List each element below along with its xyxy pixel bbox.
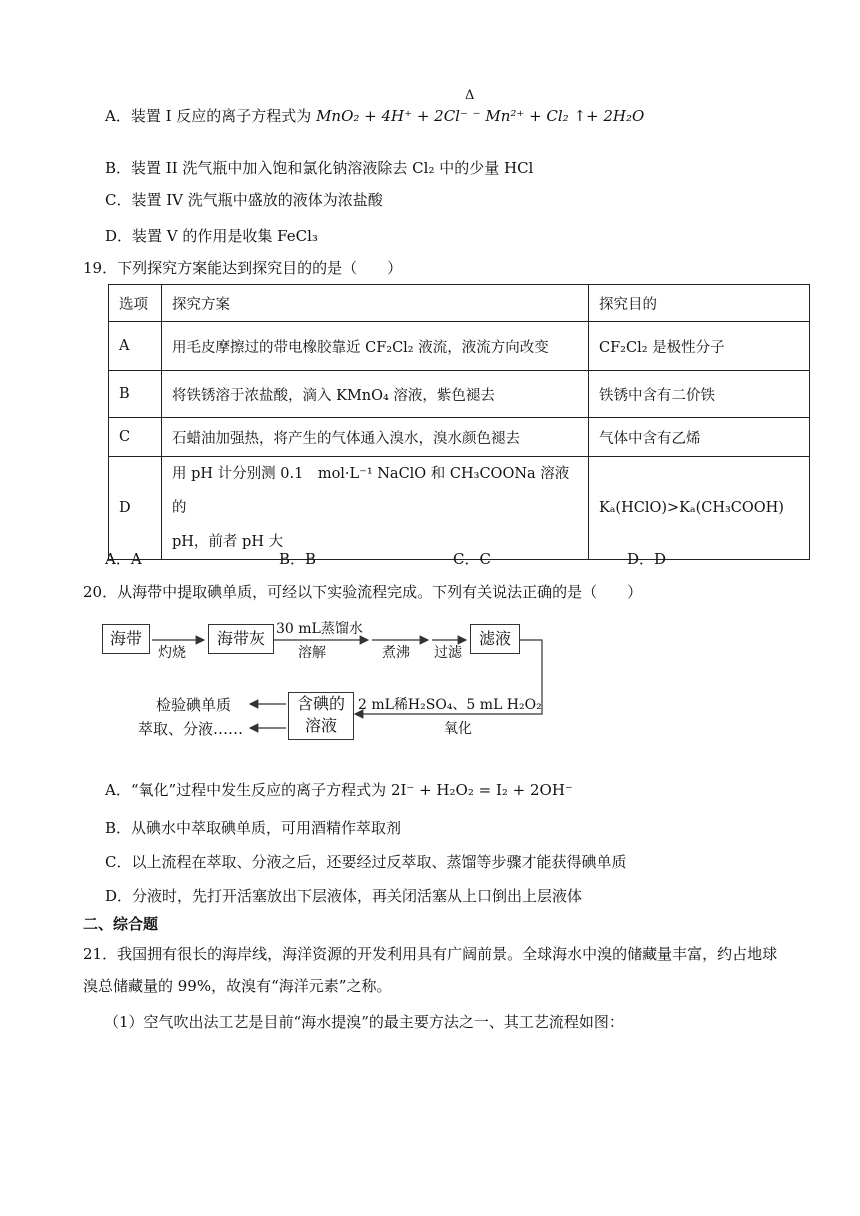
q18-option-c: C．装置 IV 洗气瓶中盛放的液体为浓盐酸	[105, 191, 383, 209]
flow-box-iodine-line1: 含碘的	[296, 694, 345, 713]
row-plan: 石蜡油加强热，将产生的气体通入溴水，溴水颜色褪去	[162, 418, 589, 457]
q20-option-c: C．以上流程在萃取、分液之后，还要经过反萃取、蒸馏等步骤才能获得碘单质	[105, 853, 627, 871]
row-plan: 用毛皮摩擦过的带电橡胶靠近 CF₂Cl₂ 液流，液流方向改变	[162, 322, 589, 371]
row-plan	[162, 457, 589, 560]
row-plan-line2: pH，前者 pH 大	[172, 534, 284, 550]
row-option: A	[109, 322, 162, 371]
q18-option-b: B．装置 II 洗气瓶中加入饱和氯化钠溶液除去 Cl₂ 中的少量 HCl	[105, 159, 534, 177]
out-extract: 萃取、分液……	[138, 720, 244, 738]
q19-table	[108, 284, 810, 560]
q19-choice-c: C．C	[453, 550, 491, 568]
q19-stem: 19．下列探究方案能达到探究目的的是（ ）	[83, 259, 403, 277]
q18-option-a	[105, 106, 644, 126]
q19-choice-d: D．D	[627, 550, 667, 568]
row-option: C	[109, 418, 162, 457]
header-plan: 探究方案	[162, 285, 589, 322]
label-boil: 煮沸	[382, 645, 410, 661]
table-row	[109, 418, 810, 457]
q18-option-a-text: A．装置 I 反应的离子方程式为	[105, 107, 317, 125]
flow-box-kelp-ash: 海带灰	[208, 624, 274, 654]
row-option: D	[109, 457, 162, 560]
table-row	[109, 322, 810, 371]
heat-symbol: Δ	[465, 88, 475, 103]
label-burn: 灼烧	[158, 645, 186, 661]
label-filter: 过滤	[434, 645, 462, 661]
row-plan-line1: 用 pH 计分别测 0.1 mol·L⁻¹ NaClO 和 CH₃COONa 溶液的	[172, 466, 570, 516]
flow-box-iodine-line2: 溶液	[304, 716, 337, 735]
row-goal: CF₂Cl₂ 是极性分子	[589, 322, 810, 371]
out-test-iodine: 检验碘单质	[156, 696, 232, 714]
label-reagent: 2 mL稀H₂SO₄、5 mL H₂O₂	[358, 697, 542, 713]
label-dissolve: 溶解	[298, 645, 326, 661]
header-goal: 探究目的	[589, 285, 810, 322]
q20-option-a: A．“氧化”过程中发生反应的离子方程式为 2I⁻ + H₂O₂ = I₂ + 2OH⁻	[105, 781, 573, 799]
q20-option-b: B．从碘水中萃取碘单质，可用酒精作萃取剂	[105, 819, 402, 837]
flow-box-iodine-solution	[288, 692, 354, 740]
label-oxidize: 氧化	[444, 721, 472, 737]
q18-option-a-equation: MnO₂ + 4H⁺ + 2Cl⁻ ⁻ Mn²⁺ + Cl₂ ↑+ 2H₂O	[316, 107, 645, 125]
row-goal: 铁锈中含有二价铁	[589, 371, 810, 418]
q21-sub1: （1）空气吹出法工艺是目前“海水提溴”的最主要方法之一、其工艺流程如图：	[104, 1013, 624, 1031]
header-option: 选项	[109, 285, 162, 322]
row-plan: 将铁锈溶于浓盐酸，滴入 KMnO₄ 溶液，紫色褪去	[162, 371, 589, 418]
flow-box-filtrate: 滤液	[470, 624, 520, 654]
table-row	[109, 457, 810, 560]
table-header-row	[109, 285, 810, 322]
row-option: B	[109, 371, 162, 418]
q19-choice-b: B．B	[279, 550, 317, 568]
row-goal: Kₐ(HClO)>Kₐ(CH₃COOH)	[589, 457, 810, 560]
q21-line1: 21．我国拥有很长的海岸线，海洋资源的开发利用具有广阔前景。全球海水中溴的储藏量丰富，约占地球	[83, 945, 778, 963]
flow-box-kelp: 海带	[102, 624, 150, 654]
q19-choice-a: A．A	[105, 550, 142, 568]
q20-stem: 20．从海带中提取碘单质，可经以下实验流程完成。下列有关说法正确的是（ ）	[83, 583, 643, 601]
q18-option-d: D．装置 V 的作用是收集 FeCl₃	[105, 227, 318, 245]
section-title: 二、综合题	[83, 915, 159, 933]
table-row	[109, 371, 810, 418]
label-water: 30 mL蒸馏水	[276, 621, 363, 637]
row-goal: 气体中含有乙烯	[589, 418, 810, 457]
q21-line2: 溴总储藏量的 99%，故溴有“海洋元素”之称。	[83, 977, 392, 995]
q20-option-d: D．分液时，先打开活塞放出下层液体，再关闭活塞从上口倒出上层液体	[105, 887, 583, 905]
